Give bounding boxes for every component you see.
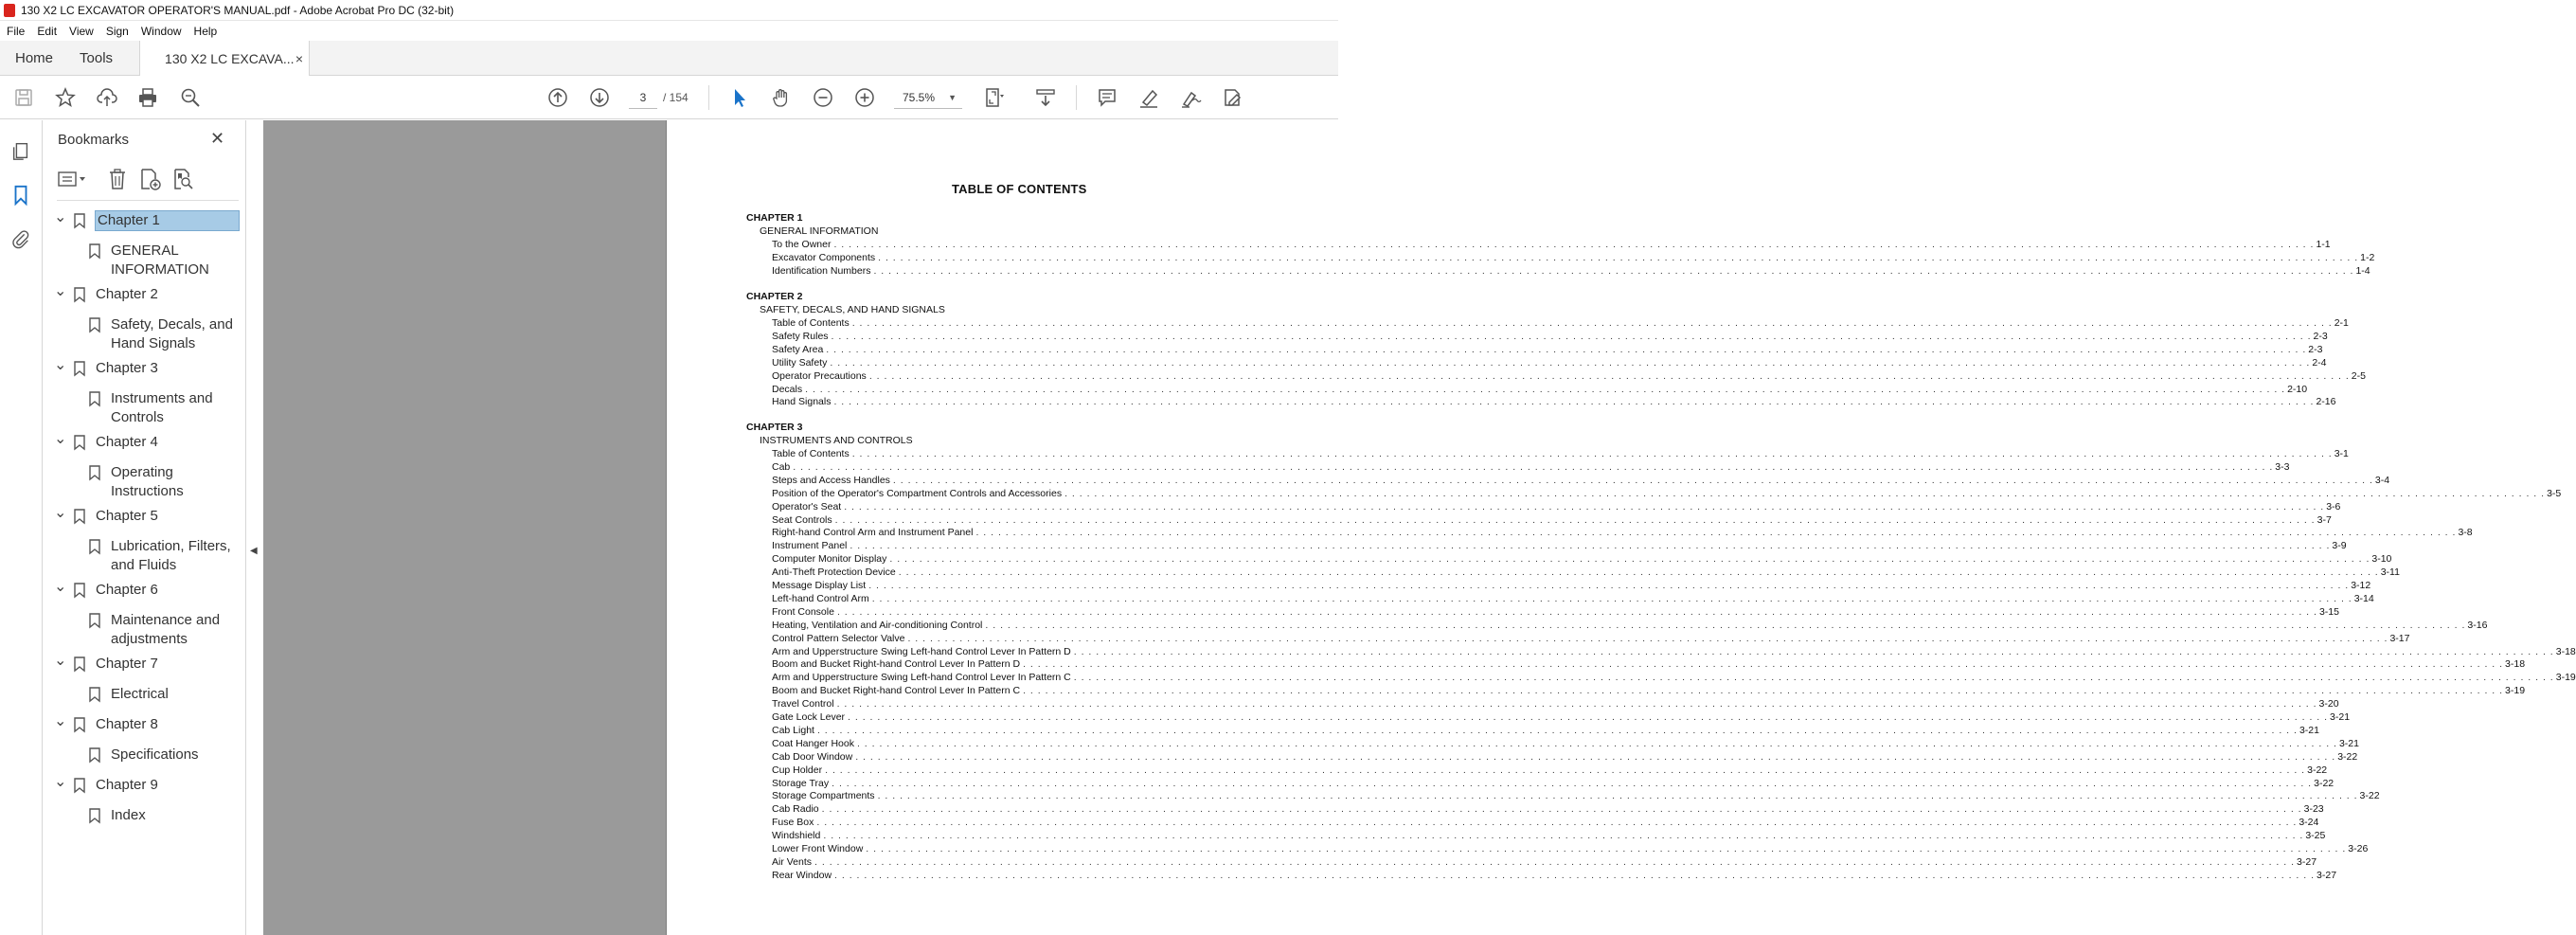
toc-leader-dots: . . . . . . . . . . . . . . . . . . . . . . . . . . . . . . . . . . . . . . . . . . . . . . . . . . . . . . . . . . . . . . . . . . . . . . . . . . . . . . . . . . . . . . . . . . . . . . . . . . . . . . . . . . . . . . . . . . . . . . . . . . . . . . . . . . . . . . . . . . . . . . . . . . . . . . . . . . . . . . . . . . . . . . . . . . . . . . . . . . . . . . . . . . . . . . . . . . . . . . . . <box>851 448 2333 459</box>
toc-leader-dots: . . . . . . . . . . . . . . . . . . . . . . . . . . . . . . . . . . . . . . . . . . . . . . . . . . . . . . . . . . . . . . . . . . . . . . . . . . . . . . . . . . . . . . . . . . . . . . . . . . . . . . . . . . . . . . . . . . . . . . . . . . . . . . . . . . . . . . . . . . . . . . . . . . . . . . . . . . . . . . . . . . . . . . . . . . . . . . . . . . . . . . . . . . . . . . . . . . . . . . . . <box>826 343 2307 355</box>
chevron-down-icon[interactable]: ⌄ <box>54 505 67 521</box>
bookmark-chapter-label[interactable]: Chapter 3 <box>96 360 158 376</box>
toc-entry-title: Utility Safety <box>772 356 828 369</box>
attachment-icon[interactable] <box>9 227 32 250</box>
bookmark-chapter-label[interactable]: Chapter 1 <box>95 210 240 231</box>
toc-entry-title: Air Vents <box>772 855 813 868</box>
toc-entry-title: Computer Monitor Display <box>772 553 887 566</box>
toc-entry-title: Cab <box>772 460 791 473</box>
page-total: / 154 <box>663 91 689 104</box>
toc-chapter-heading: CHAPTER 3 <box>746 422 803 433</box>
toc-entry-title: To the Owner <box>772 239 832 250</box>
toc-entry[interactable] <box>772 817 2319 829</box>
toc-entry-page: 3-22 <box>2337 750 2358 763</box>
toc-entry-title: Storage Tray <box>772 777 830 789</box>
toc-entry-page: 3-25 <box>2305 830 2326 842</box>
toc-entry-title: Boom and Bucket Right-hand Control Lever In Pattern D <box>772 658 1021 671</box>
zoom-value: 75.5% <box>903 91 936 104</box>
toc-entry-title: Windshield <box>772 830 821 842</box>
toc-entry-page: 3-17 <box>2389 632 2410 644</box>
cloud-upload-icon[interactable] <box>95 85 119 110</box>
toc-entry-title: Cab Light <box>772 724 814 736</box>
toc-leader-dots: . . . . . . . . . . . . . . . . . . . . . . . . . . . . . . . . . . . . . . . . . . . . . . . . . . . . . . . . . . . . . . . . . . . . . . . . . . . . . . . . . . . . . . . . . . . . . . . . . . . . . . . . . . . . . . . . . . . . . . . . . . . . . . . . . . . . . . . . . . . . . . . . . . . . . . . . . . . . . . . . . . . . . . . . . . . . . . . . . . . . . . . . . . . . . . . . . . . . . . . . <box>878 251 2359 263</box>
bookmark-icon <box>74 656 85 672</box>
toc-entry-page: 3-7 <box>2317 513 2332 526</box>
toc-leader-dots: . . . . . . . . . . . . . . . . . . . . . . . . . . . . . . . . . . . . . . . . . . . . . . . . . . . . . . . . . . . . . . . . . . . . . . . . . . . . . . . . . . . . . . . . . . . . . . . . . . . . . . . . . . . . . . . . . . . . . . . . . . . . . . . . . . . . . . . . . . . . . . . . . . . . . . . . . . . . . . . . . . . . . . . . . . . . . . . . . . . . . . . . . . . . . . . . . . . . . . . . <box>805 383 2286 395</box>
toc-leader-dots: . . . . . . . . . . . . . . . . . . . . . . . . . . . . . . . . . . . . . . . . . . . . . . . . . . . . . . . . . . . . . . . . . . . . . . . . . . . . . . . . . . . . . . . . . . . . . . . . . . . . . . . . . . . . . . . . . . . . . . . . . . . . . . . . . . . . . . . . . . . . . . . . . . . . . . . . . . . . . . . . . . . . . . . . . . . . . . . . . . . . . . . . . . . . . . . . . . . . . . . . <box>985 619 2466 631</box>
toc-leader-dots: . . . . . . . . . . . . . . . . . . . . . . . . . . . . . . . . . . . . . . . . . . . . . . . . . . . . . . . . . . . . . . . . . . . . . . . . . . . . . . . . . . . . . . . . . . . . . . . . . . . . . . . . . . . . . . . . . . . . . . . . . . . . . . . . . . . . . . . . . . . . . . . . . . . . . . . . . . . . . . . . . . . . . . . . . . . . . . . . . . . . . . . . . . . . . . . . . . . . . . . . <box>877 790 2358 802</box>
toc-entry[interactable] <box>772 566 2400 579</box>
toc-entry-page: 3-12 <box>2351 580 2371 591</box>
toc-entry-title: Heating, Ventilation and Air-conditioning Control <box>772 619 983 631</box>
toc-entry[interactable] <box>772 369 2366 383</box>
toc-entry-page: 3-24 <box>2299 817 2319 829</box>
toc-entry-page: 3-19 <box>2555 672 2576 684</box>
bookmark-section-label[interactable]: Safety, Decals, and <box>111 316 233 333</box>
toc-leader-dots: . . . . . . . . . . . . . . . . . . . . . . . . . . . . . . . . . . . . . . . . . . . . . . . . . . . . . . . . . . . . . . . . . . . . . . . . . . . . . . . . . . . . . . . . . . . . . . . . . . . . . . . . . . . . . . . . . . . . . . . . . . . . . . . . . . . . . . . . . . . . . . . . . . . . . . . . . . . . . . . . . . . . . . . . . . . . . . . . . . . . . . . . . . . . . . . . . . . . . . . . <box>868 580 2350 591</box>
toc-leader-dots: . . . . . . . . . . . . . . . . . . . . . . . . . . . . . . . . . . . . . . . . . . . . . . . . . . . . . . . . . . . . . . . . . . . . . . . . . . . . . . . . . . . . . . . . . . . . . . . . . . . . . . . . . . . . . . . . . . . . . . . . . . . . . . . . . . . . . . . . . . . . . . . . . . . . . . . . . . . . . . . . . . . . . . . . . . . . . . . . . . . . . . . . . . . . . . . . . . . . . . . . <box>866 843 2347 854</box>
page-up-icon[interactable] <box>546 85 570 110</box>
toc-entry-title: Rear Window <box>772 869 832 881</box>
toc-section-heading: INSTRUMENTS AND CONTROLS <box>760 435 913 446</box>
toc-entry[interactable] <box>772 750 2358 764</box>
bookmark-options-icon[interactable] <box>57 168 80 190</box>
toc-entry[interactable] <box>772 658 2526 671</box>
toc-entry-page: 3-5 <box>2547 487 2562 499</box>
close-icon[interactable]: ✕ <box>210 129 225 148</box>
bookmarks-header: Bookmarks <box>58 132 130 148</box>
find-bookmark-icon[interactable] <box>171 168 194 190</box>
toc-entry[interactable] <box>772 830 2326 842</box>
toc-entry-page: 1-1 <box>2316 239 2331 250</box>
bookmark-icon <box>89 747 100 763</box>
pdf-page[interactable] <box>668 120 2576 935</box>
menu-edit[interactable]: Edit <box>37 24 58 38</box>
toc-entry-title: Cab Radio <box>772 803 819 816</box>
toc-entry[interactable] <box>772 500 2341 513</box>
toc-entry[interactable] <box>772 487 2562 500</box>
toc-entry-page: 3-10 <box>2371 553 2392 566</box>
edit-pdf-icon[interactable] <box>1220 85 1244 110</box>
toc-entry[interactable] <box>772 383 2308 396</box>
toc-entry-page: 3-9 <box>2332 540 2347 552</box>
toc-entry[interactable] <box>772 264 2370 278</box>
toc-leader-dots: . . . . . . . . . . . . . . . . . . . . . . . . . . . . . . . . . . . . . . . . . . . . . . . . . . . . . . . . . . . . . . . . . . . . . . . . . . . . . . . . . . . . . . . . . . . . . . . . . . . . . . . . . . . . . . . . . . . . . . . . . . . . . . . . . . . . . . . . . . . . . . . . . . . . . . . . . . . . . . . . . . . . . . . . . . . . . . . . . . . . . . . . . . . . . . . . . . . . . . . . <box>1073 672 2554 684</box>
bookmark-section-label[interactable]: adjustments <box>111 631 188 647</box>
toc-leader-dots: . . . . . . . . . . . . . . . . . . . . . . . . . . . . . . . . . . . . . . . . . . . . . . . . . . . . . . . . . . . . . . . . . . . . . . . . . . . . . . . . . . . . . . . . . . . . . . . . . . . . . . . . . . . . . . . . . . . . . . . . . . . . . . . . . . . . . . . . . . . . . . . . . . . . . . . . . . . . . . . . . . . . . . . . . . . . . . . . . . . . . . . . . . . . . . . . . . . . . . . . <box>814 855 2296 868</box>
toc-entry-page: 3-23 <box>2303 803 2324 816</box>
star-icon[interactable] <box>53 85 78 110</box>
toc-chapter-heading: CHAPTER 2 <box>746 291 803 302</box>
toc-entry-title: Seat Controls <box>772 513 832 526</box>
toc-section-heading: SAFETY, DECALS, AND HAND SIGNALS <box>760 304 945 315</box>
page-number-input[interactable]: 3 <box>629 86 657 109</box>
bookmark-icon <box>74 778 85 793</box>
toc-entry[interactable] <box>772 855 2317 869</box>
bookmark-chapter-label[interactable]: Chapter 9 <box>96 777 158 793</box>
toc-entry[interactable] <box>772 685 2526 697</box>
toc-entry-title: Arm and Upperstructure Swing Left-hand Control Lever In Pattern D <box>772 645 1071 657</box>
toc-entry-title: Decals <box>772 383 803 395</box>
toc-entry[interactable] <box>772 448 2349 460</box>
bookmark-section-label[interactable]: Index <box>111 807 146 823</box>
toc-entry-page: 3-21 <box>2338 737 2359 749</box>
bookmark-icon <box>74 435 85 450</box>
select-cursor-icon[interactable] <box>727 85 752 110</box>
highlight-icon[interactable] <box>1136 85 1161 110</box>
toc-entry-page: 3-15 <box>2318 605 2339 618</box>
bookmark-section-label[interactable]: Controls <box>111 409 164 425</box>
toc-entry[interactable] <box>772 553 2392 566</box>
chevron-down-icon[interactable]: ⌄ <box>54 653 67 669</box>
toc-entry[interactable] <box>772 580 2371 592</box>
toc-entry-title: Instrument Panel <box>772 540 848 552</box>
toc-leader-dots: . . . . . . . . . . . . . . . . . . . . . . . . . . . . . . . . . . . . . . . . . . . . . . . . . . . . . . . . . . . . . . . . . . . . . . . . . . . . . . . . . . . . . . . . . . . . . . . . . . . . . . . . . . . . . . . . . . . . . . . . . . . . . . . . . . . . . . . . . . . . . . . . . . . . . . . . . . . . . . . . . . . . . . . . . . . . . . . . . . . . . . . . . . . . . . . . . . . . . . . . <box>851 317 2333 329</box>
toc-entry[interactable] <box>772 777 2334 790</box>
chevron-down-icon[interactable]: ⌄ <box>54 431 67 447</box>
zoom-out-icon[interactable] <box>811 85 835 110</box>
title-bar <box>0 0 1338 21</box>
toc-entry-title: Steps and Access Handles <box>772 474 890 486</box>
tab-document-label: 130 X2 LC EXCAVA... <box>165 51 295 66</box>
toc-entry-title: Safety Area <box>772 343 824 355</box>
toolbar-divider <box>1076 85 1077 110</box>
toc-leader-dots: . . . . . . . . . . . . . . . . . . . . . . . . . . . . . . . . . . . . . . . . . . . . . . . . . . . . . . . . . . . . . . . . . . . . . . . . . . . . . . . . . . . . . . . . . . . . . . . . . . . . . . . . . . . . . . . . . . . . . . . . . . . . . . . . . . . . . . . . . . . . . . . . . . . . . . . . . . . . . . . . . . . . . . . . . . . . . . . . . . . . . . . . . . . . . . . . . . . . . . . . <box>834 513 2316 526</box>
toc-entry[interactable] <box>772 460 2290 474</box>
toc-leader-dots: . . . . . . . . . . . . . . . . . . . . . . . . . . . . . . . . . . . . . . . . . . . . . . . . . . . . . . . . . . . . . . . . . . . . . . . . . . . . . . . . . . . . . . . . . . . . . . . . . . . . . . . . . . . . . . . . . . . . . . . . . . . . . . . . . . . . . . . . . . . . . . . . . . . . . . . . . . . . . . . . . . . . . . . . . . . . . . . . . . . . . . . . . . . . . . . . . . . . . . . . <box>821 803 2302 816</box>
toc-entry-title: Control Pattern Selector Valve <box>772 632 905 644</box>
toc-entry[interactable] <box>772 645 2576 658</box>
toc-entry[interactable] <box>772 672 2576 684</box>
toc-section-heading: GENERAL INFORMATION <box>760 225 879 237</box>
tab-close-icon[interactable]: × <box>295 51 304 66</box>
toc-entry-title: Position of the Operator's Compartment Controls and Accessories <box>772 487 1063 499</box>
toc-leader-dots: . . . . . . . . . . . . . . . . . . . . . . . . . . . . . . . . . . . . . . . . . . . . . . . . . . . . . . . . . . . . . . . . . . . . . . . . . . . . . . . . . . . . . . . . . . . . . . . . . . . . . . . . . . . . . . . . . . . . . . . . . . . . . . . . . . . . . . . . . . . . . . . . . . . . . . . . . . . . . . . . . . . . . . . . . . . . . . . . . . . . . . . . . . . . . . . . . . . . . . . . <box>848 711 2329 723</box>
bookmark-icon <box>74 361 85 376</box>
toc-leader-dots: . . . . . . . . . . . . . . . . . . . . . . . . . . . . . . . . . . . . . . . . . . . . . . . . . . . . . . . . . . . . . . . . . . . . . . . . . . . . . . . . . . . . . . . . . . . . . . . . . . . . . . . . . . . . . . . . . . . . . . . . . . . . . . . . . . . . . . . . . . . . . . . . . . . . . . . . . . . . . . . . . . . . . . . . . . . . . . . . . . . . . . . . . . . . . . . . . . . . . . . . <box>889 553 2370 566</box>
toc-leader-dots: . . . . . . . . . . . . . . . . . . . . . . . . . . . . . . . . . . . . . . . . . . . . . . . . . . . . . . . . . . . . . . . . . . . . . . . . . . . . . . . . . . . . . . . . . . . . . . . . . . . . . . . . . . . . . . . . . . . . . . . . . . . . . . . . . . . . . . . . . . . . . . . . . . . . . . . . . . . . . . . . . . . . . . . . . . . . . . . . . . . . . . . . . . . . . . . . . . . . . . . . <box>898 566 2379 579</box>
toc-leader-dots: . . . . . . . . . . . . . . . . . . . . . . . . . . . . . . . . . . . . . . . . . . . . . . . . . . . . . . . . . . . . . . . . . . . . . . . . . . . . . . . . . . . . . . . . . . . . . . . . . . . . . . . . . . . . . . . . . . . . . . . . . . . . . . . . . . . . . . . . . . . . . . . . . . . . . . . . . . . . . . . . . . . . . . . . . . . . . . . . . . . . . . . . . . . . . . . . . . . . . . . . <box>975 527 2457 539</box>
toc-entry-title: Cab Door Window <box>772 750 853 763</box>
toc-entry[interactable] <box>772 474 2390 487</box>
toc-entry-page: 3-16 <box>2467 619 2488 631</box>
toc-leader-dots: . . . . . . . . . . . . . . . . . . . . . . . . . . . . . . . . . . . . . . . . . . . . . . . . . . . . . . . . . . . . . . . . . . . . . . . . . . . . . . . . . . . . . . . . . . . . . . . . . . . . . . . . . . . . . . . . . . . . . . . . . . . . . . . . . . . . . . . . . . . . . . . . . . . . . . . . . . . . . . . . . . . . . . . . . . . . . . . . . . . . . . . . . . . . . . . . . . . . . . . . <box>868 369 2350 382</box>
page-fit-icon[interactable] <box>981 85 1006 110</box>
toc-entry[interactable] <box>772 632 2410 645</box>
toc-entry-page: 3-8 <box>2458 527 2473 539</box>
toc-entry-page: 3-1 <box>2334 448 2349 459</box>
chevron-down-icon[interactable]: ⌄ <box>54 209 67 225</box>
toc-entry-page: 3-14 <box>2353 592 2374 604</box>
toc-entry[interactable] <box>772 513 2332 527</box>
bookmark-section-label[interactable]: Operating <box>111 464 173 480</box>
toolbar-divider <box>708 85 709 110</box>
search-zoom-icon[interactable] <box>178 85 203 110</box>
toc-leader-dots: . . . . . . . . . . . . . . . . . . . . . . . . . . . . . . . . . . . . . . . . . . . . . . . . . . . . . . . . . . . . . . . . . . . . . . . . . . . . . . . . . . . . . . . . . . . . . . . . . . . . . . . . . . . . . . . . . . . . . . . . . . . . . . . . . . . . . . . . . . . . . . . . . . . . . . . . . . . . . . . . . . . . . . . . . . . . . . . . . . . . . . . . . . . . . . . . . . . . . . . . <box>816 724 2298 736</box>
toc-entry-page: 2-16 <box>2316 396 2336 408</box>
window-title: 130 X2 LC EXCAVATOR OPERATOR'S MANUAL.pdf - Adobe Acrobat Pro DC (32-bit) <box>21 3 455 17</box>
toc-leader-dots: . . . . . . . . . . . . . . . . . . . . . . . . . . . . . . . . . . . . . . . . . . . . . . . . . . . . . . . . . . . . . . . . . . . . . . . . . . . . . . . . . . . . . . . . . . . . . . . . . . . . . . . . . . . . . . . . . . . . . . . . . . . . . . . . . . . . . . . . . . . . . . . . . . . . . . . . . . . . . . . . . . . . . . . . . . . . . . . . . . . . . . . . . . . . . . . . . . . . . . . . <box>836 698 2317 710</box>
bookmark-icon <box>74 509 85 524</box>
toc-entry-title: Safety Rules <box>772 330 829 342</box>
bookmark-section-label[interactable]: Lubrication, Filters, <box>111 538 231 554</box>
delete-bookmark-icon[interactable] <box>106 168 129 190</box>
toc-leader-dots: . . . . . . . . . . . . . . . . . . . . . . . . . . . . . . . . . . . . . . . . . . . . . . . . . . . . . . . . . . . . . . . . . . . . . . . . . . . . . . . . . . . . . . . . . . . . . . . . . . . . . . . . . . . . . . . . . . . . . . . . . . . . . . . . . . . . . . . . . . . . . . . . . . . . . . . . . . . . . . . . . . . . . . . . . . . . . . . . . . . . . . . . . . . . . . . . . . . . . . . . <box>793 460 2274 473</box>
scroll-mode-icon[interactable] <box>1033 85 1058 110</box>
bookmark-icon <box>89 465 100 480</box>
toc-leader-dots: . . . . . . . . . . . . . . . . . . . . . . . . . . . . . . . . . . . . . . . . . . . . . . . . . . . . . . . . . . . . . . . . . . . . . . . . . . . . . . . . . . . . . . . . . . . . . . . . . . . . . . . . . . . . . . . . . . . . . . . . . . . . . . . . . . . . . . . . . . . . . . . . . . . . . . . . . . . . . . . . . . . . . . . . . . . . . . . . . . . . . . . . . . . . . . . . . . . . . . . . <box>832 777 2313 789</box>
toc-entry-page: 3-22 <box>2359 790 2380 802</box>
menu-view[interactable]: View <box>69 24 94 38</box>
menu-help[interactable]: Help <box>193 24 218 38</box>
toc-entry[interactable] <box>772 540 2347 552</box>
toc-leader-dots: . . . . . . . . . . . . . . . . . . . . . . . . . . . . . . . . . . . . . . . . . . . . . . . . . . . . . . . . . . . . . . . . . . . . . . . . . . . . . . . . . . . . . . . . . . . . . . . . . . . . . . . . . . . . . . . . . . . . . . . . . . . . . . . . . . . . . . . . . . . . . . . . . . . . . . . . . . . . . . . . . . . . . . . . . . . . . . . . . . . . . . . . . . . . . . . . . . . . . . . . <box>816 817 2298 829</box>
toc-entry-page: 2-3 <box>2313 330 2328 342</box>
print-icon[interactable] <box>135 85 160 110</box>
bookmark-section-label[interactable]: Maintenance and <box>111 612 221 628</box>
bookmark-chapter-label[interactable]: Chapter 2 <box>96 286 158 302</box>
toc-leader-dots: . . . . . . . . . . . . . . . . . . . . . . . . . . . . . . . . . . . . . . . . . . . . . . . . . . . . . . . . . . . . . . . . . . . . . . . . . . . . . . . . . . . . . . . . . . . . . . . . . . . . . . . . . . . . . . . . . . . . . . . . . . . . . . . . . . . . . . . . . . . . . . . . . . . . . . . . . . . . . . . . . . . . . . . . . . . . . . . . . . . . . . . . . . . . . . . . . . . . . . . . <box>831 330 2312 342</box>
toc-entry-page: 3-18 <box>2555 645 2576 657</box>
toc-entry-page: 3-3 <box>2275 460 2290 473</box>
toc-entry-page: 3-27 <box>2317 869 2337 881</box>
new-bookmark-icon[interactable] <box>138 168 161 190</box>
bookmark-section-label[interactable]: Instruments and <box>111 390 213 406</box>
toc-entry[interactable] <box>772 790 2380 802</box>
toc-entry[interactable] <box>772 592 2374 605</box>
bookmark-section-label[interactable]: and Fluids <box>111 557 177 573</box>
tab-tools[interactable]: Tools <box>80 49 114 66</box>
hand-icon[interactable] <box>769 85 794 110</box>
save-icon[interactable] <box>11 85 36 110</box>
toc-leader-dots: . . . . . . . . . . . . . . . . . . . . . . . . . . . . . . . . . . . . . . . . . . . . . . . . . . . . . . . . . . . . . . . . . . . . . . . . . . . . . . . . . . . . . . . . . . . . . . . . . . . . . . . . . . . . . . . . . . . . . . . . . . . . . . . . . . . . . . . . . . . . . . . . . . . . . . . . . . . . . . . . . . . . . . . . . . . . . . . . . . . . . . . . . . . . . . . . . . . . . . . . <box>823 830 2304 842</box>
tab-bar <box>0 41 1338 76</box>
zoom-in-icon[interactable] <box>852 85 877 110</box>
toc-entry[interactable] <box>772 343 2323 356</box>
toc-entry[interactable] <box>772 239 2331 251</box>
bookmark-icon <box>89 687 100 702</box>
bookmark-icon <box>89 391 100 406</box>
pages-icon[interactable] <box>9 139 32 162</box>
bookmark-icon <box>89 317 100 333</box>
bookmark-icon[interactable] <box>9 184 32 207</box>
toc-leader-dots: . . . . . . . . . . . . . . . . . . . . . . . . . . . . . . . . . . . . . . . . . . . . . . . . . . . . . . . . . . . . . . . . . . . . . . . . . . . . . . . . . . . . . . . . . . . . . . . . . . . . . . . . . . . . . . . . . . . . . . . . . . . . . . . . . . . . . . . . . . . . . . . . . . . . . . . . . . . . . . . . . . . . . . . . . . . . . . . . . . . . . . . . . . . . . . . . . . . . . . . . <box>873 264 2354 277</box>
bookmark-icon <box>74 717 85 732</box>
menu-window[interactable]: Window <box>140 24 182 38</box>
toc-entry-title: Operator's Seat <box>772 500 842 512</box>
toc-entry-title: Identification Numbers <box>772 264 871 277</box>
toc-entry[interactable] <box>772 869 2337 882</box>
toc-entry-title: Travel Control <box>772 698 834 710</box>
toc-entry-title: Lower Front Window <box>772 843 864 854</box>
toc-entry-title: Table of Contents <box>772 317 850 329</box>
toc-entry-page: 2-3 <box>2308 343 2323 355</box>
toc-leader-dots: . . . . . . . . . . . . . . . . . . . . . . . . . . . . . . . . . . . . . . . . . . . . . . . . . . . . . . . . . . . . . . . . . . . . . . . . . . . . . . . . . . . . . . . . . . . . . . . . . . . . . . . . . . . . . . . . . . . . . . . . . . . . . . . . . . . . . . . . . . . . . . . . . . . . . . . . . . . . . . . . . . . . . . . . . . . . . . . . . . . . . . . . . . . . . . . . . . . . . . . . <box>1064 487 2546 499</box>
bookmark-icon <box>74 287 85 302</box>
collapse-panel-icon[interactable]: ◀ <box>250 546 258 556</box>
toc-entry-page: 3-22 <box>2314 777 2334 789</box>
toc-entry-title: Boom and Bucket Right-hand Control Lever In Pattern C <box>772 685 1021 697</box>
toc-entry[interactable] <box>772 356 2327 369</box>
sign-icon[interactable] <box>1178 85 1203 110</box>
toc-entry[interactable] <box>772 619 2488 632</box>
menu-sign[interactable]: Sign <box>105 24 129 38</box>
toc-entry-page: 2-5 <box>2351 369 2366 382</box>
bookmark-icon <box>74 583 85 598</box>
toc-entry[interactable] <box>772 711 2351 724</box>
toc-entry[interactable] <box>772 605 2339 619</box>
bookmark-section-label[interactable]: GENERAL <box>111 243 179 259</box>
toc-leader-dots: . . . . . . . . . . . . . . . . . . . . . . . . . . . . . . . . . . . . . . . . . . . . . . . . . . . . . . . . . . . . . . . . . . . . . . . . . . . . . . . . . . . . . . . . . . . . . . . . . . . . . . . . . . . . . . . . . . . . . . . . . . . . . . . . . . . . . . . . . . . . . . . . . . . . . . . . . . . . . . . . . . . . . . . . . . . . . . . . . . . . . . . . . . . . . . . . . . . . . . . . <box>844 500 2325 512</box>
toc-leader-dots: . . . . . . . . . . . . . . . . . . . . . . . . . . . . . . . . . . . . . . . . . . . . . . . . . . . . . . . . . . . . . . . . . . . . . . . . . . . . . . . . . . . . . . . . . . . . . . . . . . . . . . . . . . . . . . . . . . . . . . . . . . . . . . . . . . . . . . . . . . . . . . . . . . . . . . . . . . . . . . . . . . . . . . . . . . . . . . . . . . . . . . . . . . . . . . . . . . . . . . . . <box>825 764 2306 776</box>
toc-leader-dots: . . . . . . . . . . . . . . . . . . . . . . . . . . . . . . . . . . . . . . . . . . . . . . . . . . . . . . . . . . . . . . . . . . . . . . . . . . . . . . . . . . . . . . . . . . . . . . . . . . . . . . . . . . . . . . . . . . . . . . . . . . . . . . . . . . . . . . . . . . . . . . . . . . . . . . . . . . . . . . . . . . . . . . . . . . . . . . . . . . . . . . . . . . . . . . . . . . . . . . . . <box>856 737 2337 749</box>
toc-entry-title: Fuse Box <box>772 817 814 829</box>
toc-leader-dots: . . . . . . . . . . . . . . . . . . . . . . . . . . . . . . . . . . . . . . . . . . . . . . . . . . . . . . . . . . . . . . . . . . . . . . . . . . . . . . . . . . . . . . . . . . . . . . . . . . . . . . . . . . . . . . . . . . . . . . . . . . . . . . . . . . . . . . . . . . . . . . . . . . . . . . . . . . . . . . . . . . . . . . . . . . . . . . . . . . . . . . . . . . . . . . . . . . . . . . . . <box>850 540 2331 552</box>
bookmark-icon <box>89 539 100 554</box>
chevron-down-icon[interactable]: ⌄ <box>54 283 67 299</box>
toc-entry-page: 2-1 <box>2334 317 2349 329</box>
toc-entry[interactable] <box>772 803 2324 816</box>
toc-chapter-heading: CHAPTER 1 <box>746 212 803 224</box>
chevron-down-icon[interactable]: ⌄ <box>54 357 67 373</box>
toc-entry-page: 3-22 <box>2307 764 2328 776</box>
toc-leader-dots: . . . . . . . . . . . . . . . . . . . . . . . . . . . . . . . . . . . . . . . . . . . . . . . . . . . . . . . . . . . . . . . . . . . . . . . . . . . . . . . . . . . . . . . . . . . . . . . . . . . . . . . . . . . . . . . . . . . . . . . . . . . . . . . . . . . . . . . . . . . . . . . . . . . . . . . . . . . . . . . . . . . . . . . . . . . . . . . . . . . . . . . . . . . . . . . . . . . . . . . . <box>892 474 2373 486</box>
bookmark-chapter-label[interactable]: Chapter 5 <box>96 508 158 524</box>
toc-entry-page: 2-4 <box>2312 356 2327 369</box>
toc-entry-title: Anti-Theft Protection Device <box>772 566 896 579</box>
toc-entry-title: Arm and Upperstructure Swing Left-hand Control Lever In Pattern C <box>772 672 1071 684</box>
bookmark-chapter-label[interactable]: Chapter 6 <box>96 582 158 598</box>
chevron-down-icon: ▼ <box>948 93 957 102</box>
toc-entry-page: 3-27 <box>2297 855 2317 868</box>
toc-entry-page: 3-19 <box>2505 685 2526 697</box>
toc-entry-page: 2-10 <box>2287 383 2308 395</box>
tab-document[interactable] <box>139 41 310 77</box>
toc-entry[interactable] <box>772 396 2336 408</box>
menu-file[interactable]: File <box>7 24 26 38</box>
toc-leader-dots: . . . . . . . . . . . . . . . . . . . . . . . . . . . . . . . . . . . . . . . . . . . . . . . . . . . . . . . . . . . . . . . . . . . . . . . . . . . . . . . . . . . . . . . . . . . . . . . . . . . . . . . . . . . . . . . . . . . . . . . . . . . . . . . . . . . . . . . . . . . . . . . . . . . . . . . . . . . . . . . . . . . . . . . . . . . . . . . . . . . . . . . . . . . . . . . . . . . . . . . . <box>836 605 2317 618</box>
toc-title: TABLE OF CONTENTS <box>952 182 1087 196</box>
acrobat-app-icon <box>4 4 15 17</box>
toc-entry[interactable] <box>772 724 2319 737</box>
bookmarks-panel <box>43 120 246 935</box>
bookmark-section-label[interactable]: Specifications <box>111 746 199 763</box>
bookmark-chapter-label[interactable]: Chapter 4 <box>96 434 158 450</box>
toc-entry-page: 3-6 <box>2326 500 2341 512</box>
bookmark-icon <box>89 613 100 628</box>
toc-leader-dots: . . . . . . . . . . . . . . . . . . . . . . . . . . . . . . . . . . . . . . . . . . . . . . . . . . . . . . . . . . . . . . . . . . . . . . . . . . . . . . . . . . . . . . . . . . . . . . . . . . . . . . . . . . . . . . . . . . . . . . . . . . . . . . . . . . . . . . . . . . . . . . . . . . . . . . . . . . . . . . . . . . . . . . . . . . . . . . . . . . . . . . . . . . . . . . . . . . . . . . . . <box>833 239 2315 250</box>
toc-entry[interactable] <box>772 330 2328 343</box>
document-background <box>263 120 667 935</box>
toc-entry-title: Excavator Components <box>772 251 876 263</box>
bookmark-section-label[interactable]: Hand Signals <box>111 335 196 351</box>
toc-entry-title: Hand Signals <box>772 396 832 408</box>
toc-entry-page: 3-11 <box>2380 566 2400 579</box>
toc-entry-page: 3-20 <box>2318 698 2339 710</box>
zoom-select[interactable] <box>894 86 962 109</box>
toc-entry[interactable] <box>772 843 2369 855</box>
toc-leader-dots: . . . . . . . . . . . . . . . . . . . . . . . . . . . . . . . . . . . . . . . . . . . . . . . . . . . . . . . . . . . . . . . . . . . . . . . . . . . . . . . . . . . . . . . . . . . . . . . . . . . . . . . . . . . . . . . . . . . . . . . . . . . . . . . . . . . . . . . . . . . . . . . . . . . . . . . . . . . . . . . . . . . . . . . . . . . . . . . . . . . . . . . . . . . . . . . . . . . . . . . . <box>855 750 2336 763</box>
bookmark-icon <box>89 243 100 259</box>
toc-entry-page: 3-4 <box>2374 474 2390 486</box>
bookmark-section-label[interactable]: Instructions <box>111 483 184 499</box>
toc-leader-dots: . . . . . . . . . . . . . . . . . . . . . . . . . . . . . . . . . . . . . . . . . . . . . . . . . . . . . . . . . . . . . . . . . . . . . . . . . . . . . . . . . . . . . . . . . . . . . . . . . . . . . . . . . . . . . . . . . . . . . . . . . . . . . . . . . . . . . . . . . . . . . . . . . . . . . . . . . . . . . . . . . . . . . . . . . . . . . . . . . . . . . . . . . . . . . . . . . . . . . . . . <box>834 869 2316 881</box>
toc-entry[interactable] <box>772 764 2328 777</box>
toc-leader-dots: . . . . . . . . . . . . . . . . . . . . . . . . . . . . . . . . . . . . . . . . . . . . . . . . . . . . . . . . . . . . . . . . . . . . . . . . . . . . . . . . . . . . . . . . . . . . . . . . . . . . . . . . . . . . . . . . . . . . . . . . . . . . . . . . . . . . . . . . . . . . . . . . . . . . . . . . . . . . . . . . . . . . . . . . . . . . . . . . . . . . . . . . . . . . . . . . . . . . . . . . <box>871 592 2352 604</box>
toc-entry-title: Cup Holder <box>772 764 823 776</box>
toc-leader-dots: . . . . . . . . . . . . . . . . . . . . . . . . . . . . . . . . . . . . . . . . . . . . . . . . . . . . . . . . . . . . . . . . . . . . . . . . . . . . . . . . . . . . . . . . . . . . . . . . . . . . . . . . . . . . . . . . . . . . . . . . . . . . . . . . . . . . . . . . . . . . . . . . . . . . . . . . . . . . . . . . . . . . . . . . . . . . . . . . . . . . . . . . . . . . . . . . . . . . . . . . <box>907 632 2388 644</box>
bookmark-icon <box>74 213 85 228</box>
toc-leader-dots: . . . . . . . . . . . . . . . . . . . . . . . . . . . . . . . . . . . . . . . . . . . . . . . . . . . . . . . . . . . . . . . . . . . . . . . . . . . . . . . . . . . . . . . . . . . . . . . . . . . . . . . . . . . . . . . . . . . . . . . . . . . . . . . . . . . . . . . . . . . . . . . . . . . . . . . . . . . . . . . . . . . . . . . . . . . . . . . . . . . . . . . . . . . . . . . . . . . . . . . . <box>833 396 2315 408</box>
toc-entry-page: 1-2 <box>2360 251 2375 263</box>
toc-entry-title: Gate Lock Lever <box>772 711 846 723</box>
toc-entry-page: 3-18 <box>2505 658 2526 671</box>
toc-leader-dots: . . . . . . . . . . . . . . . . . . . . . . . . . . . . . . . . . . . . . . . . . . . . . . . . . . . . . . . . . . . . . . . . . . . . . . . . . . . . . . . . . . . . . . . . . . . . . . . . . . . . . . . . . . . . . . . . . . . . . . . . . . . . . . . . . . . . . . . . . . . . . . . . . . . . . . . . . . . . . . . . . . . . . . . . . . . . . . . . . . . . . . . . . . . . . . . . . . . . . . . . <box>1023 685 2504 697</box>
toc-entry-title: Front Console <box>772 605 834 618</box>
toc-leader-dots: . . . . . . . . . . . . . . . . . . . . . . . . . . . . . . . . . . . . . . . . . . . . . . . . . . . . . . . . . . . . . . . . . . . . . . . . . . . . . . . . . . . . . . . . . . . . . . . . . . . . . . . . . . . . . . . . . . . . . . . . . . . . . . . . . . . . . . . . . . . . . . . . . . . . . . . . . . . . . . . . . . . . . . . . . . . . . . . . . . . . . . . . . . . . . . . . . . . . . . . . <box>1023 658 2504 671</box>
page-down-icon[interactable] <box>587 85 612 110</box>
bookmark-section-label[interactable]: Electrical <box>111 686 169 702</box>
toc-entry-title: Operator Precautions <box>772 369 867 382</box>
toc-entry-page: 3-21 <box>2299 724 2319 736</box>
toc-entry[interactable] <box>772 251 2375 264</box>
chevron-down-icon[interactable]: ⌄ <box>54 579 67 595</box>
toc-entry-title: Coat Hanger Hook <box>772 737 854 749</box>
toc-entry-title: Message Display List <box>772 580 867 591</box>
toc-entry-title: Left-hand Control Arm <box>772 592 869 604</box>
toc-entry-page: 1-4 <box>2355 264 2370 277</box>
bookmark-section-label[interactable]: INFORMATION <box>111 261 209 278</box>
bookmarks-divider <box>57 200 239 201</box>
toc-entry-title: Storage Compartments <box>772 790 875 802</box>
toc-entry[interactable] <box>772 698 2339 710</box>
tab-home[interactable]: Home <box>15 49 54 66</box>
toc-leader-dots: . . . . . . . . . . . . . . . . . . . . . . . . . . . . . . . . . . . . . . . . . . . . . . . . . . . . . . . . . . . . . . . . . . . . . . . . . . . . . . . . . . . . . . . . . . . . . . . . . . . . . . . . . . . . . . . . . . . . . . . . . . . . . . . . . . . . . . . . . . . . . . . . . . . . . . . . . . . . . . . . . . . . . . . . . . . . . . . . . . . . . . . . . . . . . . . . . . . . . . . . <box>830 356 2311 369</box>
toc-entry-page: 3-26 <box>2348 843 2369 854</box>
menu-bar <box>0 21 1338 41</box>
toc-entry-title: Table of Contents <box>772 448 850 459</box>
toc-leader-dots: . . . . . . . . . . . . . . . . . . . . . . . . . . . . . . . . . . . . . . . . . . . . . . . . . . . . . . . . . . . . . . . . . . . . . . . . . . . . . . . . . . . . . . . . . . . . . . . . . . . . . . . . . . . . . . . . . . . . . . . . . . . . . . . . . . . . . . . . . . . . . . . . . . . . . . . . . . . . . . . . . . . . . . . . . . . . . . . . . . . . . . . . . . . . . . . . . . . . . . . . <box>1073 645 2554 657</box>
toc-entry[interactable] <box>772 317 2349 330</box>
comment-icon[interactable] <box>1095 85 1119 110</box>
navigation-rail <box>0 120 43 935</box>
toc-entry-page: 3-21 <box>2330 711 2351 723</box>
bookmark-icon <box>89 808 100 823</box>
bookmark-chapter-label[interactable]: Chapter 7 <box>96 656 158 672</box>
chevron-down-icon[interactable]: ⌄ <box>54 713 67 729</box>
toc-entry[interactable] <box>772 527 2473 539</box>
bookmark-chapter-label[interactable]: Chapter 8 <box>96 716 158 732</box>
chevron-down-icon[interactable]: ⌄ <box>54 774 67 790</box>
toc-entry-title: Right-hand Control Arm and Instrument Panel <box>772 527 974 539</box>
toc-entry[interactable] <box>772 737 2359 750</box>
